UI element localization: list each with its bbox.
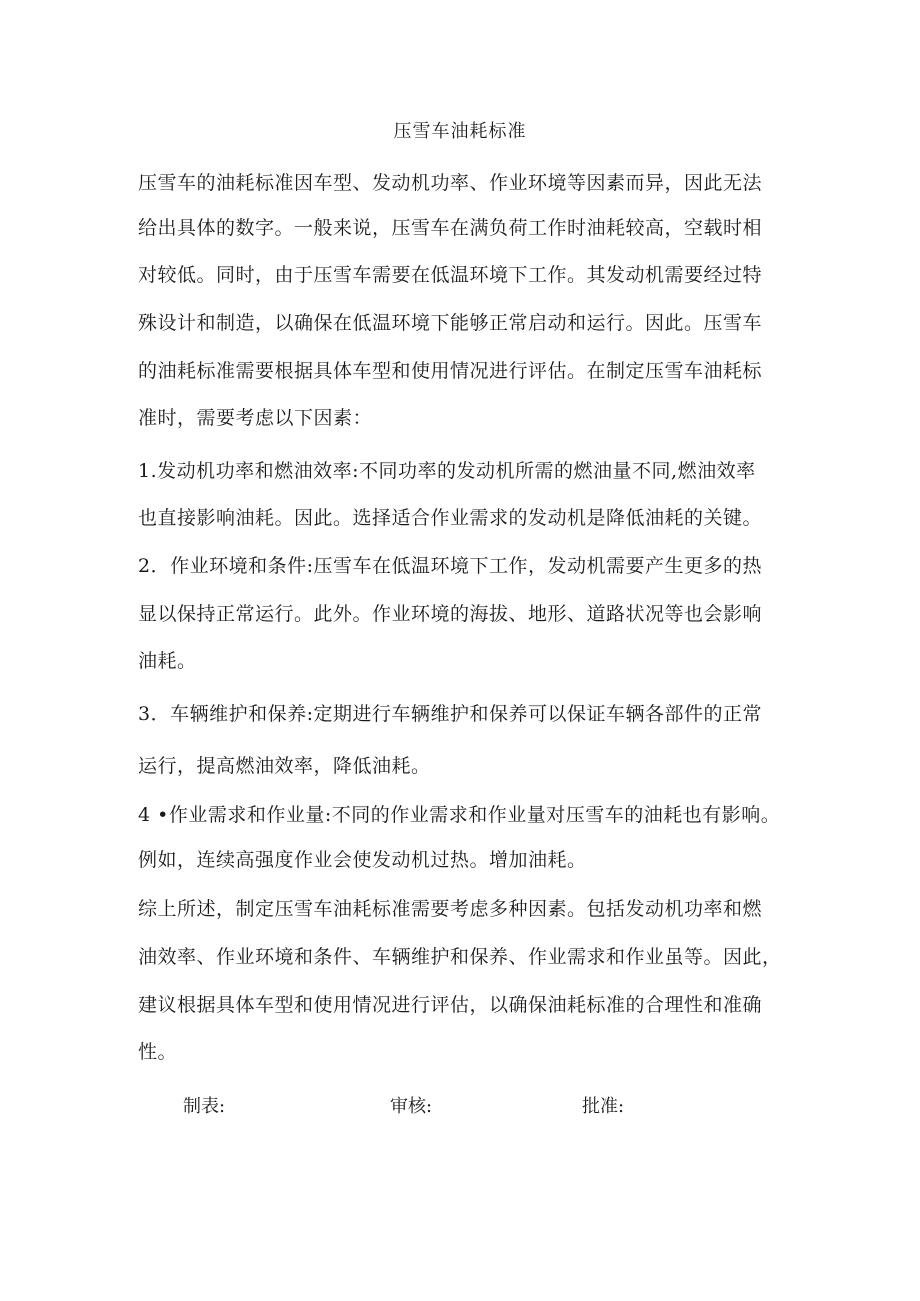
reviewed-by-label: 审核: (390, 1096, 433, 1117)
body-line: 压雪车的油耗标准因车型、发动机功率、作业环境等因素而异，因此无法 (138, 172, 763, 194)
body-line: 殊设计和制造，以确保在低温环境下能够正常启动和运行。因此。压雪车 (138, 312, 763, 334)
summary-line: 油效率、作业环境和条件、车辆维护和保养、作业需求和作业虽等。因此， (138, 946, 782, 968)
body-line: 给出具体的数字。一般来说，压雪车在满负荷工作时油耗较高，空载时相 (138, 217, 763, 239)
list-item-1-line: 1.发动机功率和燃油效率:不同功率的发动机所需的燃油量不同,燃油效率 (138, 460, 756, 482)
body-line: 的油耗标准需要根据具体车型和使用情况进行评估。在制定压雪车油耗标 (138, 360, 763, 382)
document-title: 压雪车油耗标准 (393, 121, 527, 142)
list-item-4-line: 4 •作业需求和作业量:不同的作业需求和作业量对压雪车的油耗也有影响。 (138, 804, 781, 826)
list-item-2-line: 2．作业环境和条件:压雪车在低温环境下工作，发动机需要产生更多的热 (138, 555, 762, 577)
list-item-2-line: 油耗。 (138, 650, 197, 672)
summary-line: 综上所述，制定压雪车油耗标准需要考虑多种因素。包括发动机功率和燃 (138, 898, 763, 920)
summary-line: 建议根据具体车型和使用情况进行评估，以确保油耗标准的合理性和准确 (138, 994, 763, 1016)
list-item-2-line: 显以保持正常运行。此外。作业环境的海拔、地形、道路状况等也会影响 (138, 603, 763, 625)
summary-line: 性。 (138, 1041, 178, 1063)
approved-by-label: 批准: (582, 1096, 625, 1117)
list-item-4-line: 例如，连续高强度作业会使发动机过热。增加油耗。 (138, 849, 587, 871)
list-item-3-line: 3．车辆维护和保养:定期进行车辆维护和保养可以保证车辆各部件的正常 (138, 703, 762, 725)
body-line: 对较低。同时，由于压雪车需要在低温环境下工作。其发动机需要经过特 (138, 264, 763, 286)
body-line: 准时，需要考虑以下因素： (138, 407, 373, 429)
list-item-3-line: 运行，提高燃油效率，降低油耗。 (138, 755, 431, 777)
list-item-1-line: 也直接影响油耗。因此。选择适合作业需求的发动机是降低油耗的关键。 (138, 507, 763, 529)
prepared-by-label: 制表: (183, 1096, 226, 1117)
